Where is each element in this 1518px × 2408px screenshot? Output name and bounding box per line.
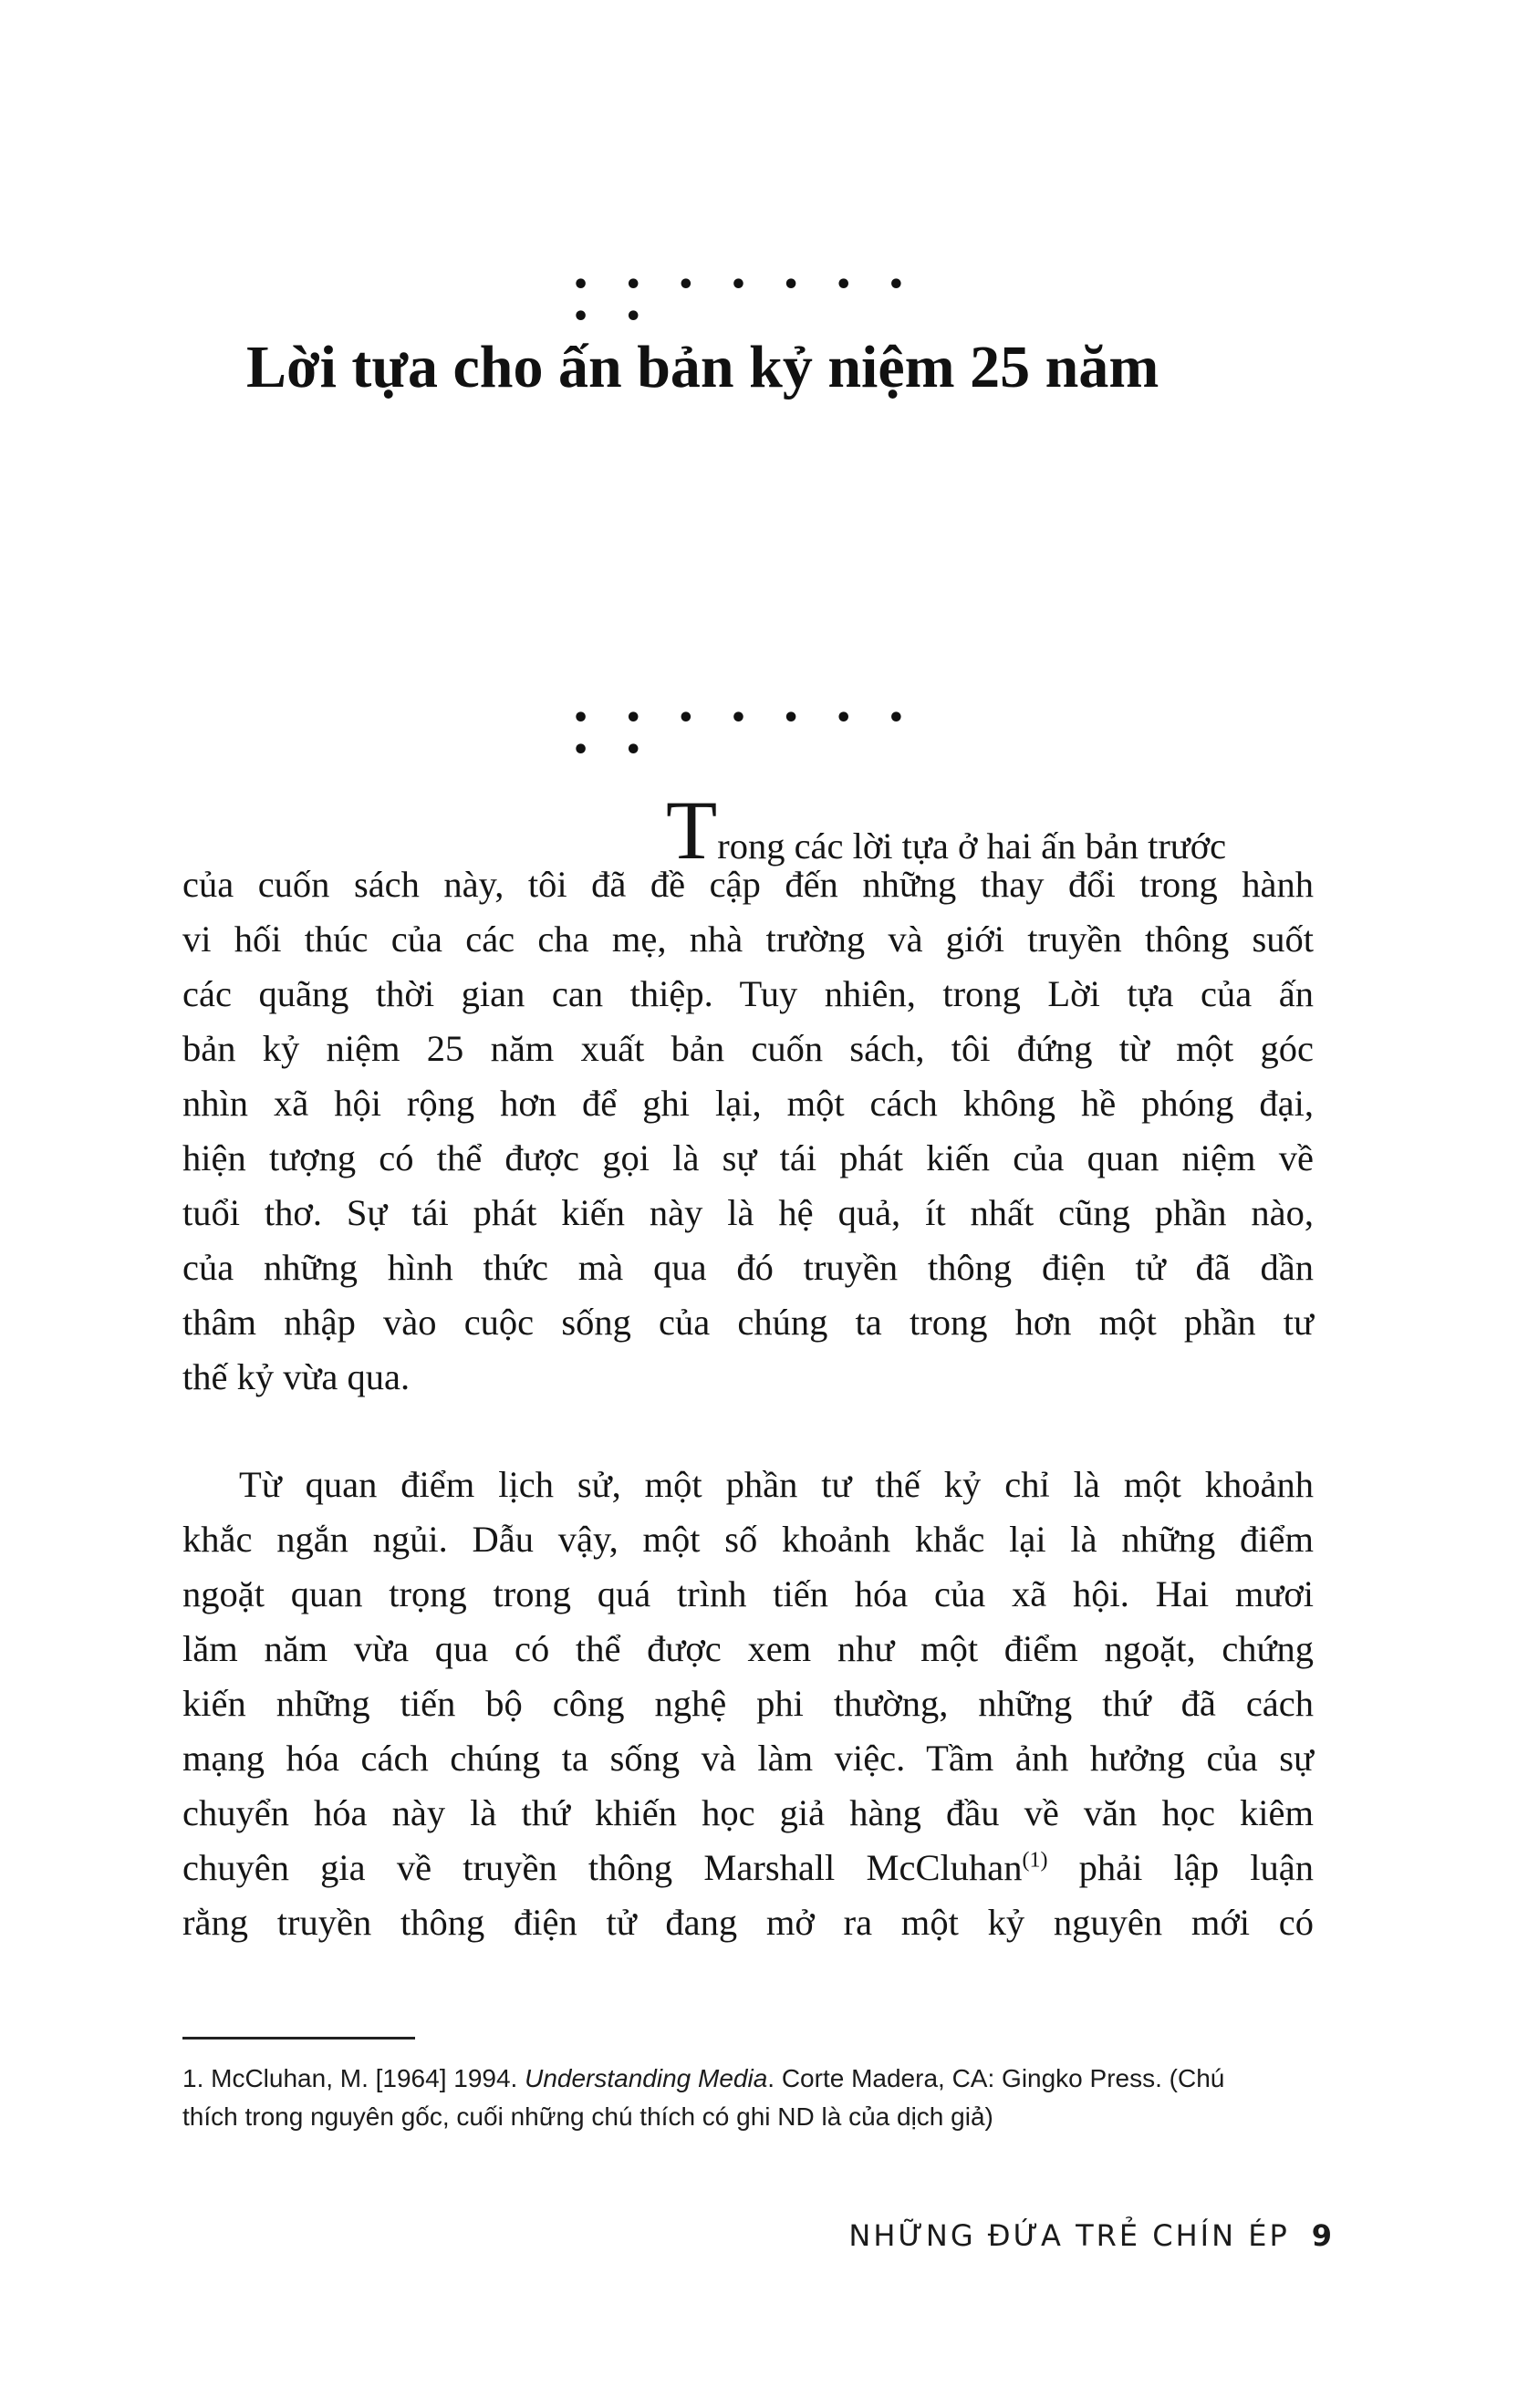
chapter-title: Lời tựa cho ấn bản kỷ niệm 25 năm bbox=[246, 334, 1159, 400]
paragraph-2-line-8-rest: phải lập luận bbox=[1047, 1847, 1314, 1888]
drop-cap: T bbox=[666, 784, 718, 877]
paragraph-1 bbox=[182, 784, 1314, 1405]
paragraph-1-line: thâm nhập vào cuộc sống của chúng ta trong hơn một phần tư bbox=[182, 1302, 1314, 1343]
paragraph-2-line: mạng hóa cách chúng ta sống và làm việc. Tầm ảnh hưởng của sự bbox=[182, 1738, 1314, 1779]
paragraph-2-line: rằng truyền thông điện tử đang mở ra một kỷ nguyên mới có bbox=[182, 1902, 1314, 1943]
paragraph-2-line-with-footnote bbox=[182, 1841, 1314, 1895]
paragraph-2-line: Từ quan điểm lịch sử, một phần tư thế kỷ chỉ là một khoảnh bbox=[239, 1464, 1314, 1505]
footnote-divider bbox=[182, 2037, 415, 2040]
paragraph-2 bbox=[182, 1458, 1314, 1950]
paragraph-2-line: khắc ngắn ngủi. Dẫu vậy, một số khoảnh khắc lại là những điểm bbox=[182, 1519, 1314, 1560]
paragraph-2-line-8-text: chuyên gia về truyền thông Marshall McCluhan bbox=[182, 1847, 1023, 1888]
paragraph-1-line: tuổi thơ. Sự tái phát kiến này là hệ quả, ít nhất cũng phần nào, bbox=[182, 1192, 1314, 1233]
paragraph-2-line: chuyển hóa này là thứ khiến học giả hàng đầu về văn học kiêm bbox=[182, 1792, 1314, 1833]
footnote-line-2: thích trong nguyên gốc, cuối những chú thích có ghi ND là của dịch giả) bbox=[182, 2102, 993, 2131]
paragraph-1-line: nhìn xã hội rộng hơn để ghi lại, một cách không hề phóng đại, bbox=[182, 1083, 1314, 1124]
running-footer bbox=[821, 2218, 1332, 2253]
paragraph-1-line-1-text: rong các lời tựa ở hai ấn bản trước bbox=[717, 825, 1227, 867]
footnote-text-before: McCluhan, M. [1964] 1994. bbox=[203, 2064, 525, 2092]
footnote-text-after: . Corte Madera, CA: Gingko Press. (Chú bbox=[767, 2064, 1225, 2092]
ornament-top: • • • • • • • • • bbox=[572, 269, 918, 333]
paragraph-1-line: hiện tượng có thể được gọi là sự tái phát kiến của quan niệm về bbox=[182, 1137, 1314, 1178]
footnote-number: 1. bbox=[182, 2064, 204, 2092]
paragraph-1-line: vi hối thúc của các cha mẹ, nhà trường và giới truyền thông suốt bbox=[182, 919, 1314, 960]
page-number: 9 bbox=[1311, 2218, 1332, 2253]
footnote-line-1 bbox=[182, 2060, 1332, 2098]
paragraph-1-line: của những hình thức mà qua đó truyền thông điện tử đã dần bbox=[182, 1247, 1314, 1288]
footer-book-title: NHỮNG ĐỨA TRẺ CHÍN ÉP bbox=[848, 2218, 1290, 2253]
paragraph-2-line: ngoặt quan trọng trong quá trình tiến hóa của xã hội. Hai mươi bbox=[182, 1573, 1314, 1614]
paragraph-2-line: lăm năm vừa qua có thể được xem như một điểm ngoặt, chứng bbox=[182, 1628, 1314, 1669]
paragraph-1-line: của cuốn sách này, tôi đã đề cập đến những thay đổi trong hành bbox=[182, 864, 1314, 905]
paragraph-1-line: các quãng thời gian can thiệp. Tuy nhiên, trong Lời tựa của ấn bbox=[182, 973, 1314, 1014]
paragraph-1-line-1 bbox=[182, 784, 1314, 877]
paragraph-2-line: kiến những tiến bộ công nghệ phi thường, những thứ đã cách bbox=[182, 1683, 1314, 1724]
footnote-title: Understanding Media bbox=[525, 2064, 768, 2092]
paragraph-1-line: thế kỷ vừa qua. bbox=[182, 1356, 411, 1397]
paragraph-1-line: bản kỷ niệm 25 năm xuất bản cuốn sách, tôi đứng từ một góc bbox=[182, 1028, 1314, 1069]
ornament-bottom: • • • • • • • • • bbox=[572, 702, 918, 766]
footnote-marker: (1) bbox=[1022, 1848, 1048, 1873]
footnote bbox=[182, 2060, 1332, 2136]
